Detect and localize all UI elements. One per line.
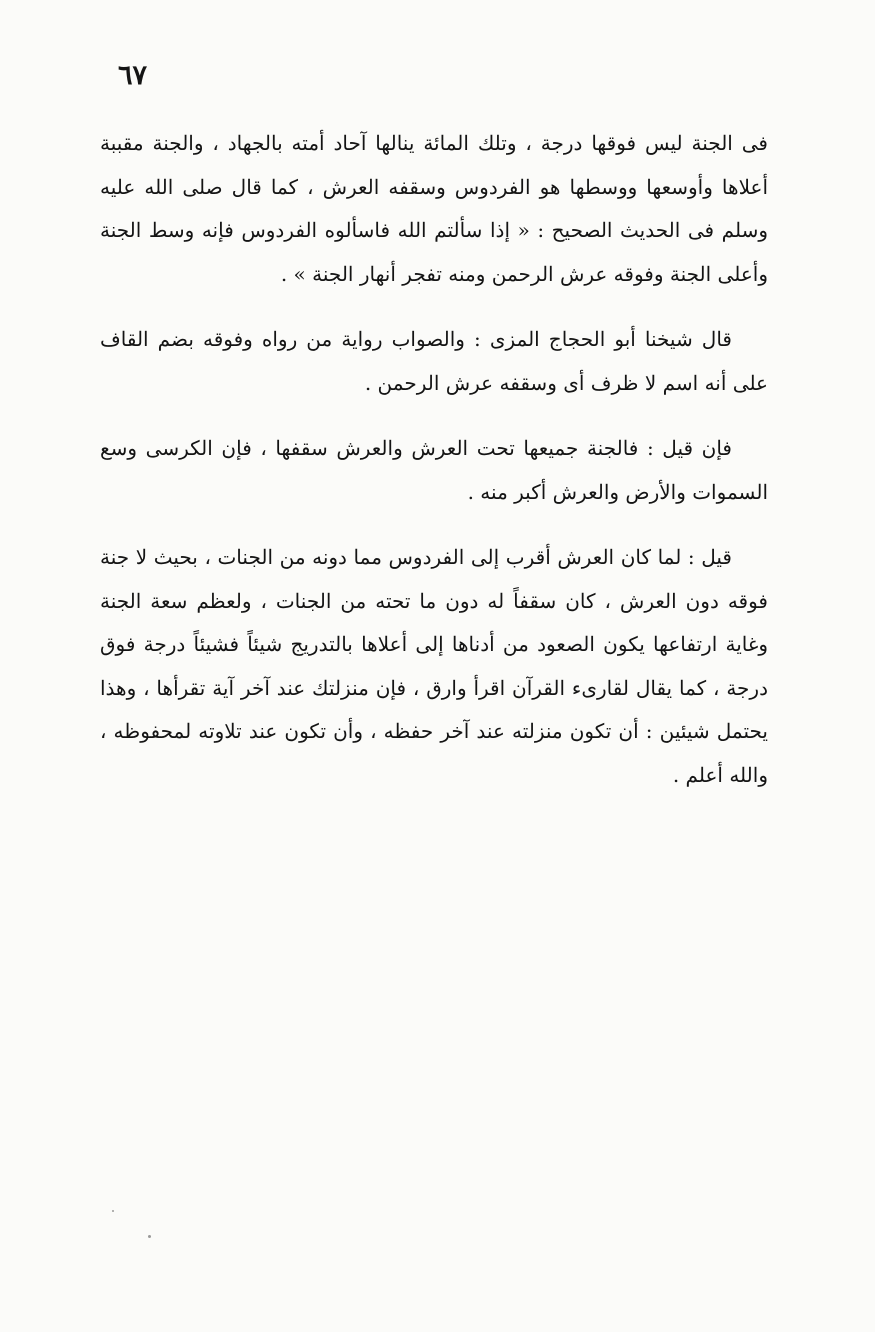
body-text bbox=[100, 122, 768, 819]
paragraph-4: قيل : لما كان العرش أقرب إلى الفردوس مما دونه من الجنات ، بحيث لا جنة فوقه دون العرش ، كان سقفاً له دون ما تحته من الجنات ، ولعظم سعة الجنة وغاية ارتفاعها يكون الصعود من أدناها إلى أعلاها بالتدريج شيئاً فشيئاً درجة فوق درجة ، كما يقال لقارىء القرآن اقرأ وارق ، فإن منزلتك عند آخر آية تقرأها ، وهذا يحتمل شيئين : أن تكون منزلته عند آخر حفظه ، وأن تكون عند تلاوته لمحفوظه ، والله أعلم . bbox=[100, 545, 768, 787]
paragraph-2: قال شيخنا أبو الحجاج المزى : والصواب رواية من رواه وفوقه بضم القاف على أنه اسم لا ظرف أى وسقفه عرش الرحمن . bbox=[100, 327, 768, 395]
paragraph-1: فى الجنة ليس فوقها درجة ، وتلك المائة ينالها آحاد أمته بالجهاد ، والجنة مقببة أعلاها وأوسعها ووسطها هو الفردوس وسقفه العرش ، كما قال صلى الله عليه وسلم فى الحديث الصحيح : « إذا سألتم الله فاسألوه الفردوس فإنه وسط الجنة وأعلى الجنة وفوقه عرش الرحمن ومنه تفجر أنهار الجنة » . bbox=[100, 131, 768, 286]
paragraph-3: فإن قيل : فالجنة جميعها تحت العرش والعرش سقفها ، فإن الكرسى وسع السموات والأرض والعرش أكبر منه . bbox=[100, 436, 768, 504]
paper-speck bbox=[148, 1235, 151, 1238]
page-number: ٦٧ bbox=[118, 60, 148, 91]
paper-speck bbox=[112, 1210, 114, 1212]
